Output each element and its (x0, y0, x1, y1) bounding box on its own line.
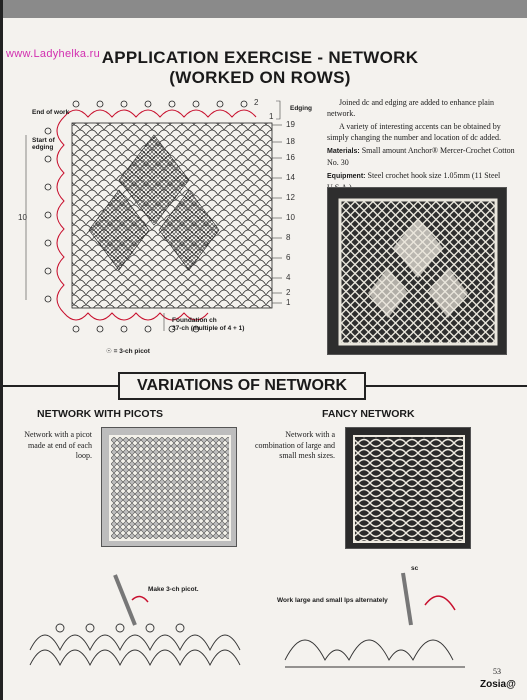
picots-stitch-drawing (20, 570, 250, 675)
edging-row-2: 2 (254, 98, 259, 107)
picots-stitch-diagram (20, 570, 250, 675)
page-edge (0, 0, 3, 700)
picots-diagram-label: Make 3-ch picot. (148, 586, 199, 593)
picots-sample-image (102, 428, 237, 547)
row-number: 16 (286, 153, 295, 162)
picot-legend-text: = 3-ch picot (113, 348, 150, 355)
row-number: 2 (286, 288, 291, 297)
row-number: 19 (286, 120, 295, 129)
row-number: 12 (286, 193, 295, 202)
signature: Zosia@ (480, 679, 516, 690)
fancy-heading: FANCY NETWORK (322, 408, 415, 420)
network-sample-image (328, 188, 507, 355)
fancy-description: Network with a combination of large and small mesh sizes. (254, 430, 335, 460)
fancy-diagram-label: Work large and small lps alternately (277, 597, 388, 604)
page-number: 53 (493, 667, 501, 676)
equipment-label: Equipment: (327, 173, 366, 180)
picots-heading: NETWORK WITH PICOTS (37, 408, 163, 420)
equipment-text: Steel crochet hook size 1.05mm (11 Steel (367, 171, 501, 180)
row-number: 14 (286, 173, 295, 182)
row-number: 10 (286, 213, 295, 222)
description (327, 98, 519, 196)
materials (327, 146, 519, 168)
fancy-sample-image (346, 428, 471, 549)
picots-sample-photo (101, 427, 237, 547)
edging-row-1: 1 (269, 112, 274, 121)
row-number: 4 (286, 273, 291, 282)
foundation-label: Foundation ch (172, 317, 217, 324)
start-of-edging-label: Start of edging (32, 137, 55, 151)
fancy-stitch-diagram (275, 565, 500, 675)
page-title (60, 48, 460, 88)
row-number: 6 (286, 253, 291, 262)
watermark: www.Ladyhelka.ru (6, 48, 101, 60)
row-number: 18 (286, 137, 295, 146)
edging-label: Edging (290, 105, 313, 112)
section-title: VARIATIONS OF NETWORK (118, 372, 366, 400)
network-diagram (14, 95, 319, 360)
picot-symbol-icon: ☉ (106, 348, 112, 355)
fancy-sample-photo (345, 427, 471, 549)
materials-label: Materials: (327, 148, 360, 155)
network-sample-photo (327, 187, 507, 355)
materials-text: Small amount Anchor® Mercer-Crochet Cotton No. 30 (327, 146, 515, 167)
description-para-2: A variety of interesting accents can be obtained by simply changing the number and location of dc added. (327, 122, 501, 142)
top-bar (0, 0, 527, 18)
picots-description: Network with a picot made at end of each loop. (24, 430, 92, 460)
fancy-stitch-drawing (275, 565, 500, 675)
picot-legend (106, 348, 150, 355)
network-chart (14, 95, 319, 360)
description-para-1: Joined dc and edging are added to enhance plain network. (327, 98, 495, 118)
foundation-count: 37-ch (multiple of 4 + 1) (172, 325, 245, 332)
row-number: 8 (286, 233, 291, 242)
row-count-left: 10 (18, 213, 27, 222)
title-line-1: APPLICATION EXERCISE - NETWORK (101, 48, 419, 67)
row-number: 1 (286, 298, 291, 307)
title-line-2: (WORKED ON ROWS) (169, 68, 351, 87)
sc-label: sc (411, 565, 419, 572)
end-of-work-label: End of work (32, 109, 70, 116)
